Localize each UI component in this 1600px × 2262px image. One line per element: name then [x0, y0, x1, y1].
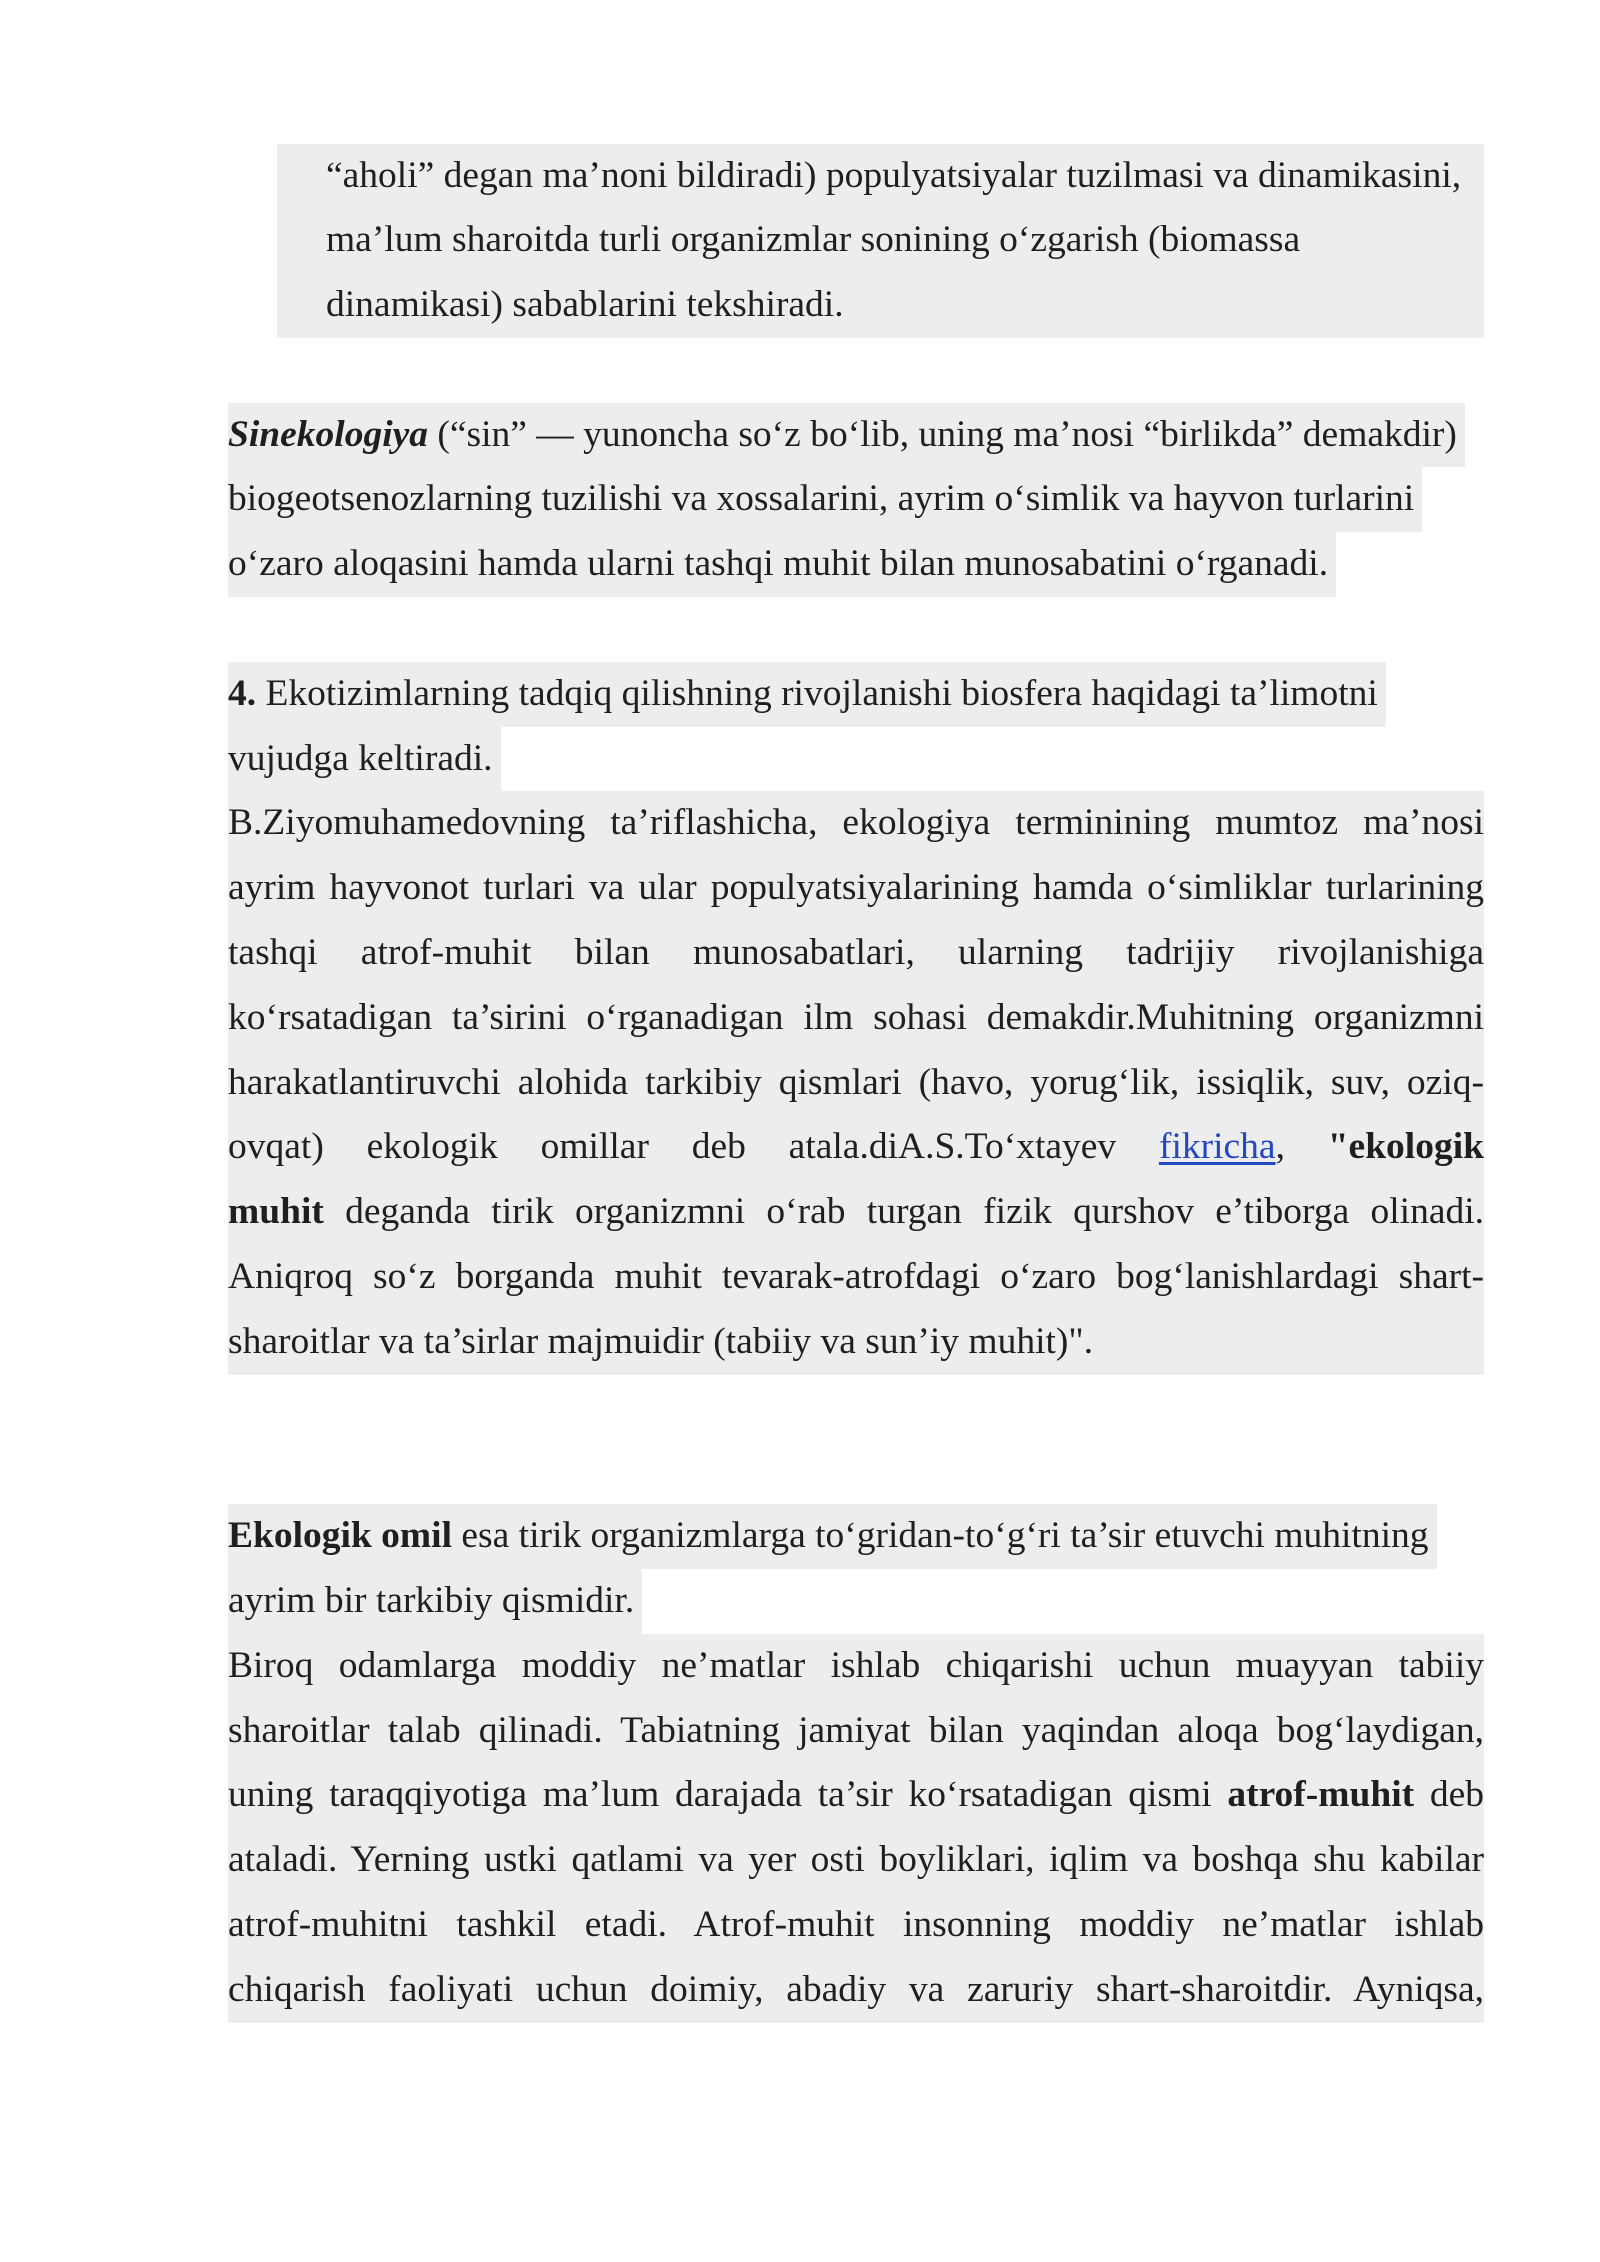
text-run: uning taraqqiyotiga ma’lum darajada ta’sir ko‘rsatadigan qismi [228, 1774, 1212, 1816]
text-line: ataladi. Yerning ustki qatlami va yer osti boyliklari, iqlim va boshqa shu kabilar [228, 1839, 1484, 1881]
text-line: Aniqroq so‘z borganda muhit tevarak-atrofdagi o‘zaro bog‘lanishlardagi shart- [228, 1256, 1484, 1298]
text-line: ayrim bir tarkibiy qismidir. [228, 1569, 642, 1634]
text-run: Ekotizimlarning tadqiq qilishning rivojlanishi biosfera haqidagi ta’limotni [265, 672, 1378, 714]
term-environment: atrof-muhit [1227, 1774, 1415, 1816]
text-line: ayrim hayvonot turlari va ular populyatsiyalarining hamda o‘simliklar turlarining [228, 867, 1484, 909]
text-run: ovqat) ekologik omillar deb atala.diA.S.To‘xtayev [228, 1126, 1117, 1168]
text-line: ko‘rsatadigan ta’sirini o‘rganadigan ilm sohasi demakdir.Muhitning organizmni [228, 996, 1484, 1038]
term-ecological-factor: Ekologik omil [228, 1515, 453, 1557]
text-line: “aholi” degan ma’noni bildiradi) populyatsiyalar tuzilmasi va dinamikasini, [326, 154, 1462, 196]
paragraph-synecology [228, 403, 1484, 597]
paragraph-ecology-definition [228, 791, 1484, 1374]
paragraph-point-4 [228, 662, 1484, 792]
text-line: atrof-muhitni tashkil etadi. Atrof-muhit insonning moddiy ne’matlar ishlab [228, 1904, 1484, 1946]
text-line: harakatlantiruvchi alohida tarkibiy qismlari (havo, yorug‘lik, issiqlik, suv, oziq- [228, 1061, 1484, 1103]
fikricha-link[interactable]: fikricha [1158, 1126, 1276, 1168]
comma: , [1275, 1126, 1285, 1168]
text-line [228, 662, 1386, 727]
text-line: Biroq odamlarga moddiy ne’matlar ishlab chiqarishi uchun muayyan tabiiy [228, 1644, 1484, 1686]
text-line: vujudga keltiradi. [228, 727, 501, 792]
text-line: chiqarish faoliyati uchun doimiy, abadiy va zaruriy shart-sharoitdir. Ayniqsa, [228, 1968, 1484, 2010]
text-run: deb [1429, 1774, 1484, 1816]
text-line: ma’lum sharoitda turli organizmlar sonining o‘zgarish (biomassa [326, 219, 1301, 261]
text-line [228, 1180, 1484, 1245]
paragraph-environment [228, 1634, 1484, 2023]
text-run: esa tirik organizmlarga to‘gridan-to‘g‘ri ta’sir etuvchi muhitning [461, 1515, 1429, 1557]
text-line: sharoitlar talab qilinadi. Tabiatning jamiyat bilan yaqindan aloqa bog‘laydigan, [228, 1709, 1484, 1751]
term-synecology: Sinekologiya [228, 413, 429, 455]
text-run: deganda tirik organizmni o‘rab turgan fizik qurshov e’tiborga olinadi. [345, 1191, 1485, 1233]
text-line [228, 1504, 1437, 1569]
paragraph-population-dynamics [277, 144, 1484, 338]
text-line: B.Ziyomuhamedovning ta’riflashicha, ekologiya terminining mumtoz ma’nosi [228, 802, 1484, 844]
text-line [228, 1115, 1484, 1180]
term-ecological-environment-end: muhit [228, 1191, 324, 1233]
text-line: tashqi atrof-muhit bilan munosabatlari, ularning tadrijiy rivojlanishiga [228, 932, 1484, 974]
text-line [228, 403, 1465, 468]
text-line: o‘zaro aloqasini hamda ularni tashqi muhit bilan munosabatini o‘rganadi. [228, 532, 1336, 597]
text-run: (“sin” — yunoncha so‘z bo‘lib, uning ma’nosi “birlikda” demakdir) [437, 413, 1457, 455]
text-line: sharoitlar va ta’sirlar majmuidir (tabiiy va sun’iy muhit)". [228, 1320, 1094, 1362]
page-content [228, 144, 1484, 2023]
list-number: 4. [228, 672, 257, 714]
text-line [228, 1763, 1484, 1828]
term-ecological-environment-start: "ekologik [1327, 1126, 1484, 1168]
text-line: biogeotsenozlarning tuzilishi va xossalarini, ayrim o‘simlik va hayvon turlarini [228, 467, 1422, 532]
paragraph-ecological-factor [228, 1504, 1484, 1634]
text-line: dinamikasi) sabablarini tekshiradi. [326, 284, 844, 326]
